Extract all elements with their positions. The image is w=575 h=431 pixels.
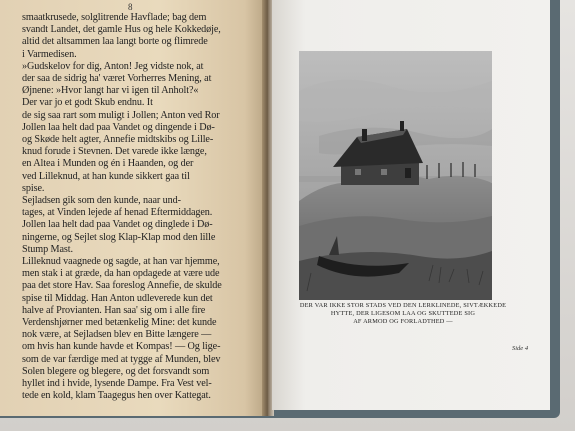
text-line: spise. <box>22 182 45 194</box>
caption-line: HYTTE, DER LIGESOM LAA OG SKUTTEDE SIG <box>330 310 476 317</box>
text-line: en Altea i Munden og én i Haanden, og der <box>22 158 194 170</box>
text-line: smaatkrusede, solglitrende Havflade; bag dem <box>22 12 207 23</box>
page-number: 8 <box>128 2 133 12</box>
text-line: knud forude i Stevnen. Det varede ikke længe, <box>22 146 207 158</box>
text-line: Sejladsen gik som den kunde, naar und- <box>22 195 181 207</box>
text-line: Jollen laa helt dad paa Vandet og dingende i Dø- <box>22 121 215 133</box>
text-line: tages, at Vinden lejede af henad Eftermiddagen. <box>22 207 213 219</box>
text-line: ved Lilleknud, at han kunde sikkert gaa til <box>22 170 190 182</box>
text-line: altid det altsammen laa langt borte og flimrede <box>22 36 208 48</box>
text-line: »Gudskelov for dig, Anton! Jeg vidste nok, at <box>22 60 204 72</box>
text-line: om hvis han kunde havde et Kompas! — Og lige- <box>22 341 221 353</box>
left-page <box>0 0 266 416</box>
text-line: paa det store Hav. Saa foreslog Annefie, de skulde <box>22 280 222 292</box>
text-line: der saa de sidrig ha' været Vorherres Mening, at <box>22 73 212 85</box>
text-line: svandt Landet, det gamle Hus og hele Kokkedøje, <box>22 24 221 36</box>
text-line: Verdenshjørner med betænkelig Mine: det kunde <box>22 317 217 329</box>
text-line: som de var færdige med at tygge af Munden, blev <box>22 353 221 365</box>
text-line: tede en kold, klam Taagegus hen over Kattegat. <box>22 390 211 402</box>
text-line: Solen blegere og blegere, og det forsvandt som <box>22 365 210 377</box>
cottage-illustration <box>299 51 492 300</box>
text-line: nok være, at Sejladsen blev en Bitte længere — <box>22 329 212 341</box>
text-line: Lilleknud vaagnede og sagde, at han var hjemme, <box>22 256 220 268</box>
text-line: Jollen laa helt dad paa Vandet og dinglede i Dø- <box>22 219 213 231</box>
text-line: halve af Provianten. Han saa' sig om i alle fire <box>22 304 206 316</box>
illustration-caption <box>298 302 508 326</box>
text-line: Stump Mast. <box>22 243 73 255</box>
text-line: ningerne, og Sejlet slog Klap-Klap mod den lille <box>22 231 216 243</box>
text-line: Der var jo et godt Skub endnu. It <box>22 97 153 109</box>
text-line: Øjnene: »Hvor langt har vi igen til Anholt?« <box>22 85 199 97</box>
text-line: de sig saa rart som muligt i Jollen; Anton ved Ror <box>22 109 220 121</box>
text-line: i Varmedisen. <box>22 48 77 60</box>
side-number: Side 4 <box>512 345 529 352</box>
text-line: spise til Middag. Han Anton udleverede kun det <box>22 292 213 304</box>
caption-line: DER VAR IKKE STOR STADS VED DEN LERKLINEDE, SIVTÆKKEDE <box>299 302 507 309</box>
text-line: og Skøde helt agter, Annefie midtskibs og Lille- <box>22 134 214 146</box>
text-line: men stak i at græde, da han opdagede at være ude <box>22 268 220 280</box>
caption-line: AF ARMOD OG FORLADTHED — <box>353 318 453 325</box>
page-text-block <box>22 12 260 403</box>
text-line: hyllet ind i hvide, lysende Dampe. Fra Vest vel- <box>22 378 212 390</box>
